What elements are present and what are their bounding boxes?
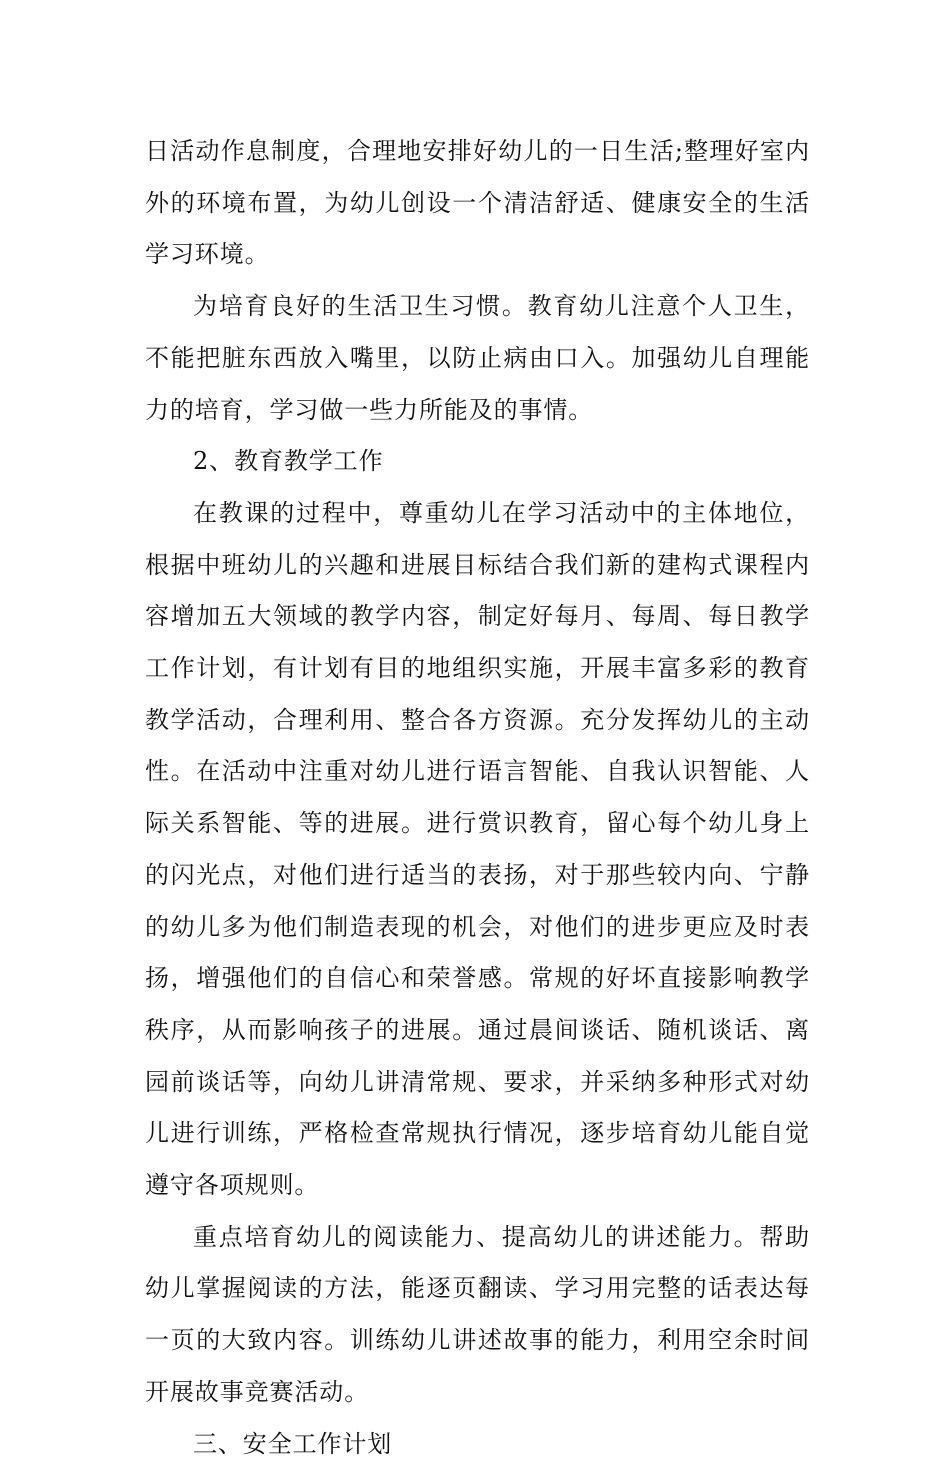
section-heading-safety: 三、安全工作计划	[193, 1429, 393, 1458]
section-heading-teaching: 2、教育教学工作	[193, 447, 384, 476]
document-body	[145, 126, 810, 1470]
paragraph-teaching-process: 在教课的过程中，尊重幼儿在学习活动中的主体地位，根据中班幼儿的兴趣和进展目标结合我们新的建构式课程内容增加五大领域的教学内容，制定好每月、每周、每日教学工作计划，有计划有目的地组织实施，开展丰富多彩的教育教学活动，合理利用、整合各方资源。充分发挥幼儿的主动性。在活动中注重对幼儿进行语言智能、自我认识智能、人际关系智能、等的进展。进行赏识教育，留心每个幼儿身上的闪光点，对他们进行适当的表扬，对于那些较内向、宁静的幼儿多为他们制造表现的机会，对他们的进步更应及时表扬，增强他们的自信心和荣誉感。常规的好坏直接影响教学秩序，从而影响孩子的进展。通过晨间谈话、随机谈话、离园前谈话等，向幼儿讲清常规、要求，并采纳多种形式对幼儿进行训练，严格检查常规执行情况，逐步培育幼儿能自觉遵守各项规则。	[145, 498, 810, 1200]
paragraph-hygiene-habits: 为培育良好的生活卫生习惯。教育幼儿注意个人卫生，不能把脏东西放入嘴里，以防止病由口入。加强幼儿自理能力的培育，学习做一些力所能及的事情。	[145, 292, 810, 424]
paragraph-continuation: 日活动作息制度，合理地安排好幼儿的一日生活;整理好室内外的环境布置，为幼儿创设一个清洁舒适、健康安全的生活学习环境。	[145, 137, 810, 269]
paragraph-reading-ability: 重点培育幼儿的阅读能力、提高幼儿的讲述能力。帮助幼儿掌握阅读的方法，能逐页翻读、学习用完整的话表达每一页的大致内容。训练幼儿讲述故事的能力，利用空余时间开展故事竞赛活动。	[145, 1222, 810, 1406]
